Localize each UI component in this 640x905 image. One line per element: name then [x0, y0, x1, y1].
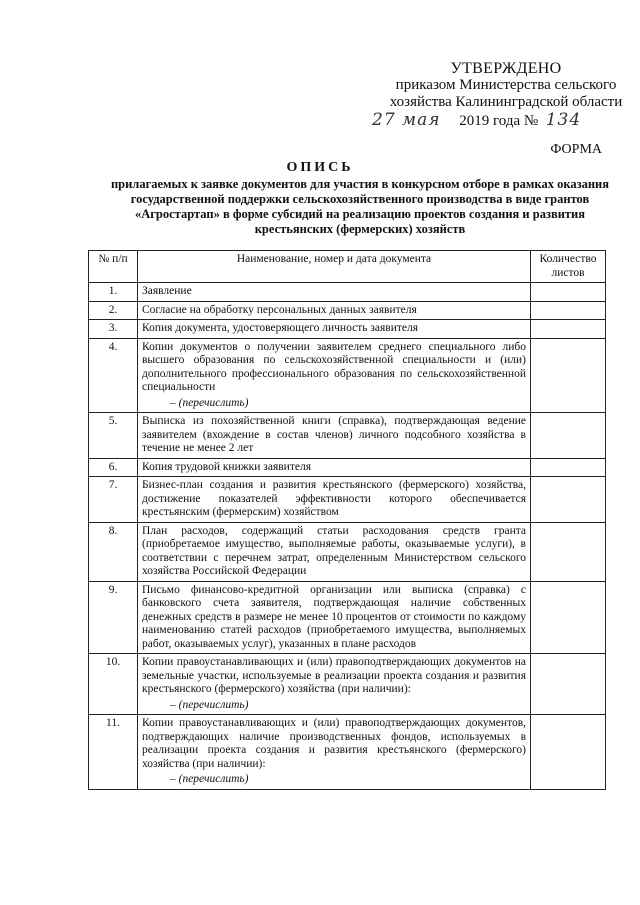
table-row [89, 458, 606, 477]
table-row [89, 283, 606, 302]
table-row [89, 654, 606, 715]
date-year-label: 2019 года № [459, 113, 539, 129]
row-number: 1. [89, 283, 138, 302]
header-sheet-count: Количество листов [531, 251, 606, 283]
row-document-name: Копии правоустанавливающих и (или) правоподтверждающих документов на земельные участки, используемые в реализации проекта создания и развития крестьянского (фермерского) хозяйства (при наличии): [142, 656, 526, 695]
row-document-name: Копия трудовой книжки заявителя [142, 460, 311, 473]
row-sheet-count [531, 715, 606, 790]
row-document-cell [138, 301, 531, 320]
row-document-name: Копия документа, удостоверяющего личность заявителя [142, 322, 419, 334]
handwritten-number: 134 [545, 110, 582, 130]
row-document-cell [138, 320, 531, 339]
row-document-cell [138, 654, 531, 715]
document-title: ОПИСЬ [286, 160, 354, 175]
row-sheet-count [531, 522, 606, 581]
row-number: 7. [89, 477, 138, 523]
row-document-cell [138, 458, 531, 477]
row-sheet-count [531, 338, 606, 413]
table-row [89, 338, 606, 413]
row-sheet-count [531, 301, 606, 320]
row-number: 9. [89, 581, 138, 654]
row-number: 3. [89, 320, 138, 339]
approval-block [386, 60, 626, 111]
approval-date-line [372, 110, 632, 134]
row-document-cell [138, 581, 531, 654]
row-document-name: Заявление [142, 285, 192, 297]
row-number: 5. [89, 413, 138, 459]
row-document-name: Согласие на обработку персональных данных заявителя [142, 303, 417, 316]
form-label: ФОРМА [550, 142, 602, 157]
table-row [89, 581, 606, 654]
row-document-name: Бизнес-план создания и развития крестьянского (фермерского) хозяйства, достижение показателей эффективности которого обеспечивается крестьянским (фермерским) хозяйством [142, 479, 526, 518]
approval-heading: УТВЕРЖДЕНО [450, 60, 562, 77]
row-list-placeholder: – (перечислить) [170, 396, 249, 409]
table-body [89, 283, 606, 790]
handwritten-date: 27 мая [372, 110, 441, 130]
table-row [89, 522, 606, 581]
inventory-table [88, 250, 606, 790]
row-sheet-count [531, 477, 606, 523]
table-row [89, 715, 606, 790]
table-header-row [89, 251, 606, 283]
row-document-cell [138, 477, 531, 523]
table-row [89, 320, 606, 339]
row-sheet-count [531, 283, 606, 302]
row-list-placeholder: – (перечислить) [170, 698, 249, 711]
row-document-name: Письмо финансово-кредитной организации или выписка (справка) с банковского счета заявителя, подтверждающая наличие собственных денежных средств в размере не менее 10 процентов от стоимости по каждому наименованию статей расходов (приобретаемого имущества, выполняемых работ, оказываемых услуг), указанных в плане расходов [142, 583, 526, 650]
row-sheet-count [531, 581, 606, 654]
row-document-cell [138, 715, 531, 790]
row-number: 4. [89, 338, 138, 413]
header-document-name: Наименование, номер и дата документа [138, 251, 531, 283]
row-number: 10. [89, 654, 138, 715]
table-row [89, 301, 606, 320]
document-subtitle: прилагаемых к заявке документов для участия в конкурсном отборе в рамках оказания государственной поддержки сельскохозяйственного производства в виде грантов «Агростартап» в форме субсидий на реализацию проектов создания и развития крестьянских (фермерских) хозяйств [110, 177, 610, 236]
row-number: 11. [89, 715, 138, 790]
table-row [89, 477, 606, 523]
approval-line-2: хозяйства Калининградской области [389, 94, 623, 110]
row-sheet-count [531, 320, 606, 339]
row-document-name: Выписка из похозяйственной книги (справка), подтверждающая ведение заявителем (вхождение в состав членов) личного подсобного хозяйства в течение не менее 2 лет [142, 415, 526, 454]
row-document-name: Копии правоустанавливающих и (или) правоподтверждающих документов, подтверждающих наличие производственных фондов, используемых в реализации проекта создания и развития крестьянского (фермерского) хозяйства (при наличии): [142, 717, 526, 770]
table-row [89, 413, 606, 459]
row-number: 2. [89, 301, 138, 320]
row-number: 8. [89, 522, 138, 581]
row-document-cell [138, 522, 531, 581]
row-document-cell [138, 413, 531, 459]
row-document-cell [138, 338, 531, 413]
row-number: 6. [89, 458, 138, 477]
row-list-placeholder: – (перечислить) [170, 773, 249, 785]
row-document-name: Копии документов о получении заявителем среднего специального либо высшего образования по сельскохозяйственной специальности и (или) дополнительного профессионального образования по сельскохозяйственной специальности [142, 340, 526, 393]
approval-line-1: приказом Министерства сельского [395, 77, 617, 93]
row-document-name: План расходов, содержащий статьи расходования средств гранта (приобретаемое имущество, выполняемые работы, оказываемые услуги), в соответствии с перечнем затрат, определенным Министерством сельского хозяйства Российской Федерации [142, 524, 526, 577]
row-sheet-count [531, 413, 606, 459]
row-sheet-count [531, 654, 606, 715]
row-document-cell [138, 283, 531, 302]
header-number: № п/п [89, 251, 138, 283]
row-sheet-count [531, 458, 606, 477]
